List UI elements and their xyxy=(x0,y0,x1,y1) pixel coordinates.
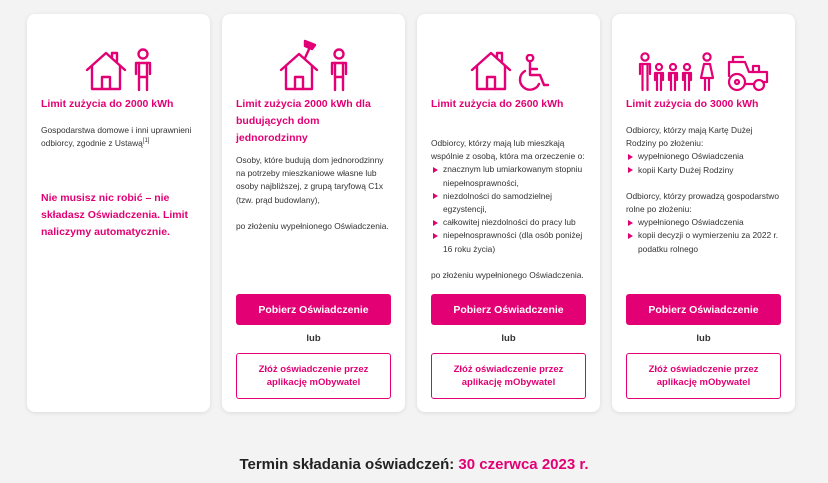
condition-list xyxy=(626,150,785,176)
or-separator: lub xyxy=(696,333,711,344)
list-item: niezdolności do samodzielnej egzystencji, xyxy=(431,190,590,216)
card-limit-2000 xyxy=(27,14,210,412)
family-icon xyxy=(637,52,719,92)
condition-text: po złożeniu wypełnionego Oświadczenia. xyxy=(236,220,389,231)
mobywatel-app-button[interactable]: Złóż oświadczenie przez aplikację mObywatel xyxy=(236,353,391,399)
house-icon xyxy=(469,48,513,92)
card-description: Odbiorcy, którzy mają Kartę Dużej Rodziny po złożeniu: wypełnionego Oświadczenia kopii Karty Dużej Rodziny Odbiorcy, którzy prowadzą gospodarstwo rolne po złożeniu: wypełnionego Oświadczenia kopii decyzji o wymierzeniu za 2022 r. podatku rolnego xyxy=(626,124,785,256)
footnote-link[interactable]: [1] xyxy=(142,138,150,145)
list-item: znacznym lub umiarkowanym stopniu niepełnosprawności, xyxy=(431,163,590,189)
wheelchair-icon xyxy=(517,54,549,92)
card-limit-2600 xyxy=(417,14,600,412)
deadline-text xyxy=(0,456,828,473)
card-icons xyxy=(222,34,405,92)
card-icons xyxy=(612,34,795,92)
mobywatel-app-button[interactable]: Złóż oświadczenie przez aplikację mObywatel xyxy=(431,353,586,399)
list-item: wypełnionego Oświadczenia xyxy=(626,216,785,229)
list-item: niepełnosprawności (dla osób poniżej 16 roku życia) xyxy=(431,229,590,255)
card-icons xyxy=(417,34,600,92)
card-description: Odbiorcy, którzy mają lub mieszkają wspólnie z osobą, która ma orzeczenie o: znacznym lub umiarkowanym stopniu niepełnosprawności, niezdolności do samodzielnej egzystencji, całkowitej niezdolności do pracy lub niepełnosprawności (dla osób poniżej 16 roku życia) po złożeniu wypełnionego Oświadczenia. xyxy=(431,137,590,282)
or-separator: lub xyxy=(501,333,516,344)
or-separator: lub xyxy=(306,333,321,344)
card-title: Limit zużycia 2000 kWh dla budujących dom jednorodzinny xyxy=(236,98,371,144)
tractor-icon xyxy=(723,54,771,92)
download-declaration-button[interactable]: Pobierz Oświadczenie xyxy=(431,294,586,325)
deadline-date: 30 czerwca 2023 r. xyxy=(458,456,589,473)
card-limit-2000-building xyxy=(222,14,405,412)
card-title: Limit zużycia do 2000 kWh xyxy=(41,98,174,110)
person-icon xyxy=(132,48,154,92)
list-item: kopii Karty Dużej Rodziny xyxy=(626,164,785,177)
deadline-label: Termin składania oświadczeń: xyxy=(239,456,455,473)
condition-list xyxy=(626,216,785,256)
card-icons xyxy=(27,34,210,92)
list-item: wypełnionego Oświadczenia xyxy=(626,150,785,163)
house-icon xyxy=(84,48,128,92)
download-declaration-button[interactable]: Pobierz Oświadczenie xyxy=(626,294,781,325)
automatic-limit-notice: Nie musisz nic robić – nie składasz Oświadczenia. Limit naliczymy automatycznie. xyxy=(41,192,189,238)
mobywatel-app-button[interactable]: Złóż oświadczenie przez aplikację mObywatel xyxy=(626,353,781,399)
card-description: Gospodarstwa domowe i inni uprawnieni odbiorcy, zgodnie z Ustawą[1] xyxy=(41,125,192,149)
card-description: Osoby, które budują dom jednorodzinny na potrzeby mieszkaniowe własne lub osoby najbliższej, z grupą taryfową C1x (tzw. prąd budowlany), po złożeniu wypełnionego Oświadczenia. xyxy=(236,154,395,233)
person-icon xyxy=(328,48,350,92)
list-item: całkowitej niezdolności do pracy lub xyxy=(431,216,590,229)
condition-text-farm: Odbiorcy, którzy prowadzą gospodarstwo rolne po złożeniu: xyxy=(626,190,779,215)
card-title: Limit zużycia do 2600 kWh xyxy=(431,98,564,110)
condition-text: po złożeniu wypełnionego Oświadczenia. xyxy=(431,269,584,280)
card-limit-3000 xyxy=(612,14,795,412)
house-with-hammer-icon xyxy=(278,38,324,92)
card-title: Limit zużycia do 3000 kWh xyxy=(626,98,759,110)
list-item: kopii decyzji o wymierzeniu za 2022 r. podatku rolnego xyxy=(626,229,785,255)
condition-list xyxy=(431,163,590,255)
download-declaration-button[interactable]: Pobierz Oświadczenie xyxy=(236,294,391,325)
